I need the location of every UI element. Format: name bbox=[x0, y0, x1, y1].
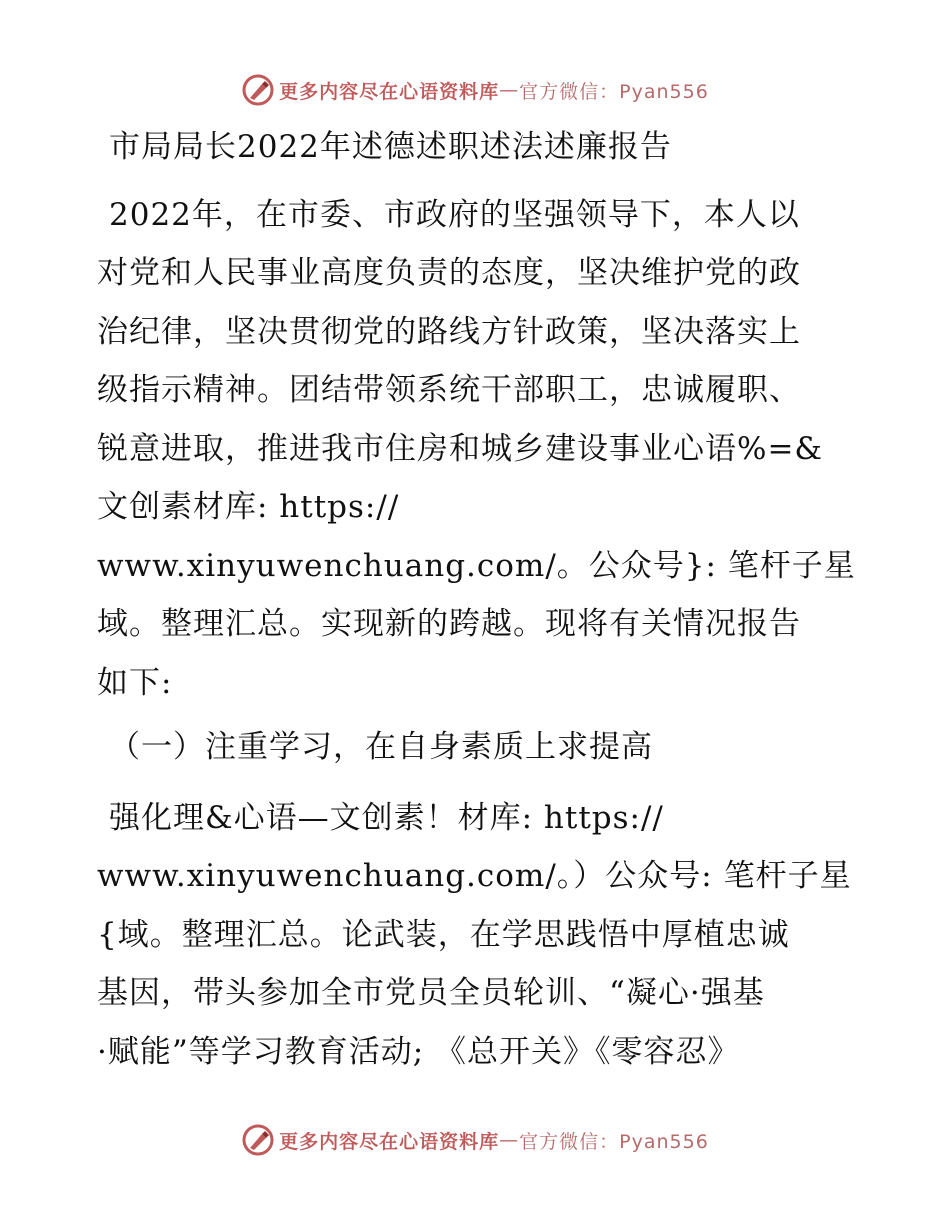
paragraph-line: www.xinyuwenchuang.com/。）公众号: 笔杆子星 bbox=[97, 858, 852, 894]
paragraph-line: 级指示精神。团结带领系统干部职工，忠诚履职、 bbox=[97, 372, 801, 408]
watermark-brand: 更多内容尽在心语资料库 bbox=[279, 80, 500, 103]
paragraph-line: 如下: bbox=[97, 664, 173, 701]
watermark-wechat: 官方微信：Pyan556 bbox=[519, 80, 709, 103]
watermark-header bbox=[0, 70, 950, 110]
paragraph-line: 锐意进取，推进我市住房和城乡建设事业心语%=& bbox=[97, 430, 824, 467]
document-title: 市局局长2022年述德述职述法述廉报告 bbox=[109, 129, 672, 165]
paragraph-line: 对党和人民事业高度负责的态度，坚决维护党的政 bbox=[97, 255, 801, 291]
watermark-wechat: 官方微信：Pyan556 bbox=[519, 1130, 709, 1153]
paragraph-line: 基因，带头参加全市党员全员轮训、“凝心·强基 bbox=[97, 975, 765, 1011]
pen-logo-icon bbox=[241, 73, 275, 107]
watermark-brand: 更多内容尽在心语资料库 bbox=[279, 1130, 500, 1153]
document-body bbox=[97, 118, 857, 1081]
watermark-separator: — bbox=[499, 1129, 520, 1151]
paragraph-line: ·赋能”等学习教育活动; 《总开关》《零容忍》 bbox=[97, 1033, 740, 1070]
watermark-footer bbox=[0, 1120, 950, 1160]
paragraph-line: 治纪律，坚决贯彻党的路线方针政策，坚决落实上 bbox=[97, 313, 801, 350]
paragraph-line: 域。整理汇总。实现新的跨越。现将有关情况报告 bbox=[97, 606, 801, 642]
paragraph-line: 文创素材库: https:// bbox=[97, 489, 400, 525]
paragraph-line: 2022年，在市委、市政府的坚强领导下，本人以 bbox=[109, 196, 800, 233]
watermark-separator: — bbox=[499, 79, 520, 101]
paragraph-line: www.xinyuwenchuang.com/。公众号}: 笔杆子星 bbox=[97, 547, 856, 584]
pen-logo-icon bbox=[241, 1123, 275, 1157]
paragraph-line: 强化理&心语—文创素！材库: https:// bbox=[109, 799, 664, 836]
paragraph-line: {域。整理汇总。论武装，在学思践悟中厚植忠诚 bbox=[97, 916, 790, 953]
section-heading: （一）注重学习，在自身素质上求提高 bbox=[109, 729, 653, 765]
